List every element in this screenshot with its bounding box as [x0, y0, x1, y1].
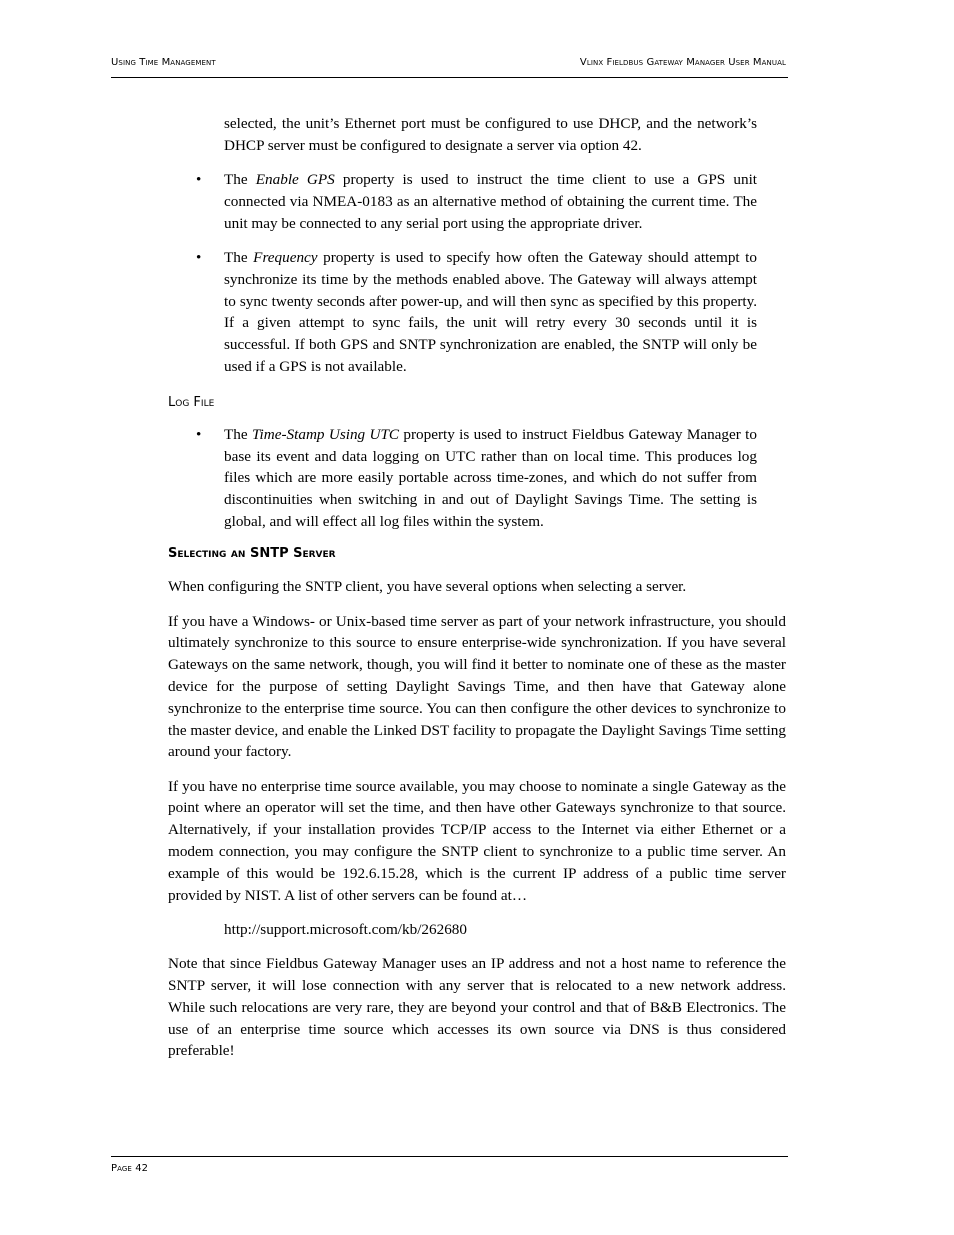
body-paragraph: If you have a Windows- or Unix-based time server as part of your network infrastructure, you should ultimately synchronize to this source to ensure enterprise-wide synchronization. If you have several Gateways on the same network, though, you will find it better to nominate one of these as the master device for the purpose of setting Daylight Savings Time, and then have that Gateway alone synchronize to the enterprise time source. You can then configure the other devices to synchronize to the master device, and enable the Linked DST facility to propagate the Daylight Savings Time setting around your factory. [168, 612, 786, 761]
log-file-heading: Log File [168, 394, 215, 410]
body-paragraph: When configuring the SNTP client, you have several options when selecting a server. [168, 578, 687, 596]
bullet-item-timestamp-utc: • The Time-Stamp Using UTC property is used to instruct Fieldbus Gateway Manager to base its event and data logging on UTC rather than on local time. This produces log files which are more easily portable across time-zones, and which do not suffer from discontinuities when switching in and out of Daylight Savings Time. The setting is global, and will effect all log files within the system. [196, 425, 757, 530]
section-heading: Selecting an SNTP Server [168, 546, 336, 562]
closing-paragraph: Note that since Fieldbus Gateway Manager uses an IP address and not a host name to reference the SNTP server, it will lose connection with any server that is relocated to a new network address. While such relocations are very rare, they are beyond your control and that of B&B Electronics. The use of an enterprise time source which accesses its own source via DNS is thus considered preferable! [168, 955, 786, 1060]
header-rule [111, 77, 788, 78]
bullet-icon: • [196, 171, 202, 189]
reference-url: http://support.microsoft.com/kb/262680 [224, 920, 467, 938]
page-number: Page 42 [111, 1163, 149, 1174]
bullet-item-frequency: • The Frequency property is used to specify how often the Gateway should attempt to synchronize its time by the methods enabled above. The Gateway will always attempt to sync twenty seconds after power-up, and will then sync as specified by this property. If a given attempt to sync fails, the unit will retry every 30 seconds until it is successful. If both GPS and SNTP synchronization are enabled, the SNTP will only be used if a GPS is not available. [196, 248, 757, 375]
bullet-item-enable-gps: • The Enable GPS property is used to instruct the time client to use a GPS unit connected via NMEA-0183 as an alternative method of obtaining the current time. The unit may be connected to any serial port using the appropriate driver. [196, 171, 758, 232]
page-body [168, 113, 786, 1075]
running-header-left: Using Time Management [111, 57, 216, 68]
body-paragraph: If you have no enterprise time source available, you may choose to nominate a single Gateway as the point where an operator will set the time, and then have other Gateways synchronize to that source. Alternatively, if your installation provides TCP/IP access to the Internet via either Ethernet or a modem connection, you may configure the SNTP client to synchronize to a public time server. An example of this would be 192.6.15.28, which is the current IP address of a public time server provided by NIST. A list of other servers can be found at… [168, 777, 786, 904]
property-term: Enable GPS [255, 171, 335, 189]
property-term: Time-Stamp Using UTC [251, 425, 400, 443]
property-term: Frequency [253, 248, 318, 266]
running-header-right: Vlinx Fieldbus Gateway Manager User Manual [579, 57, 786, 68]
footer-rule [111, 1156, 788, 1157]
continued-paragraph: selected, the unit’s Ethernet port must be configured to use DHCP, and the network’s DHCP server must be configured to designate a server via option 42. [224, 115, 757, 154]
bullet-icon: • [196, 425, 202, 443]
bullet-icon: • [196, 248, 202, 266]
